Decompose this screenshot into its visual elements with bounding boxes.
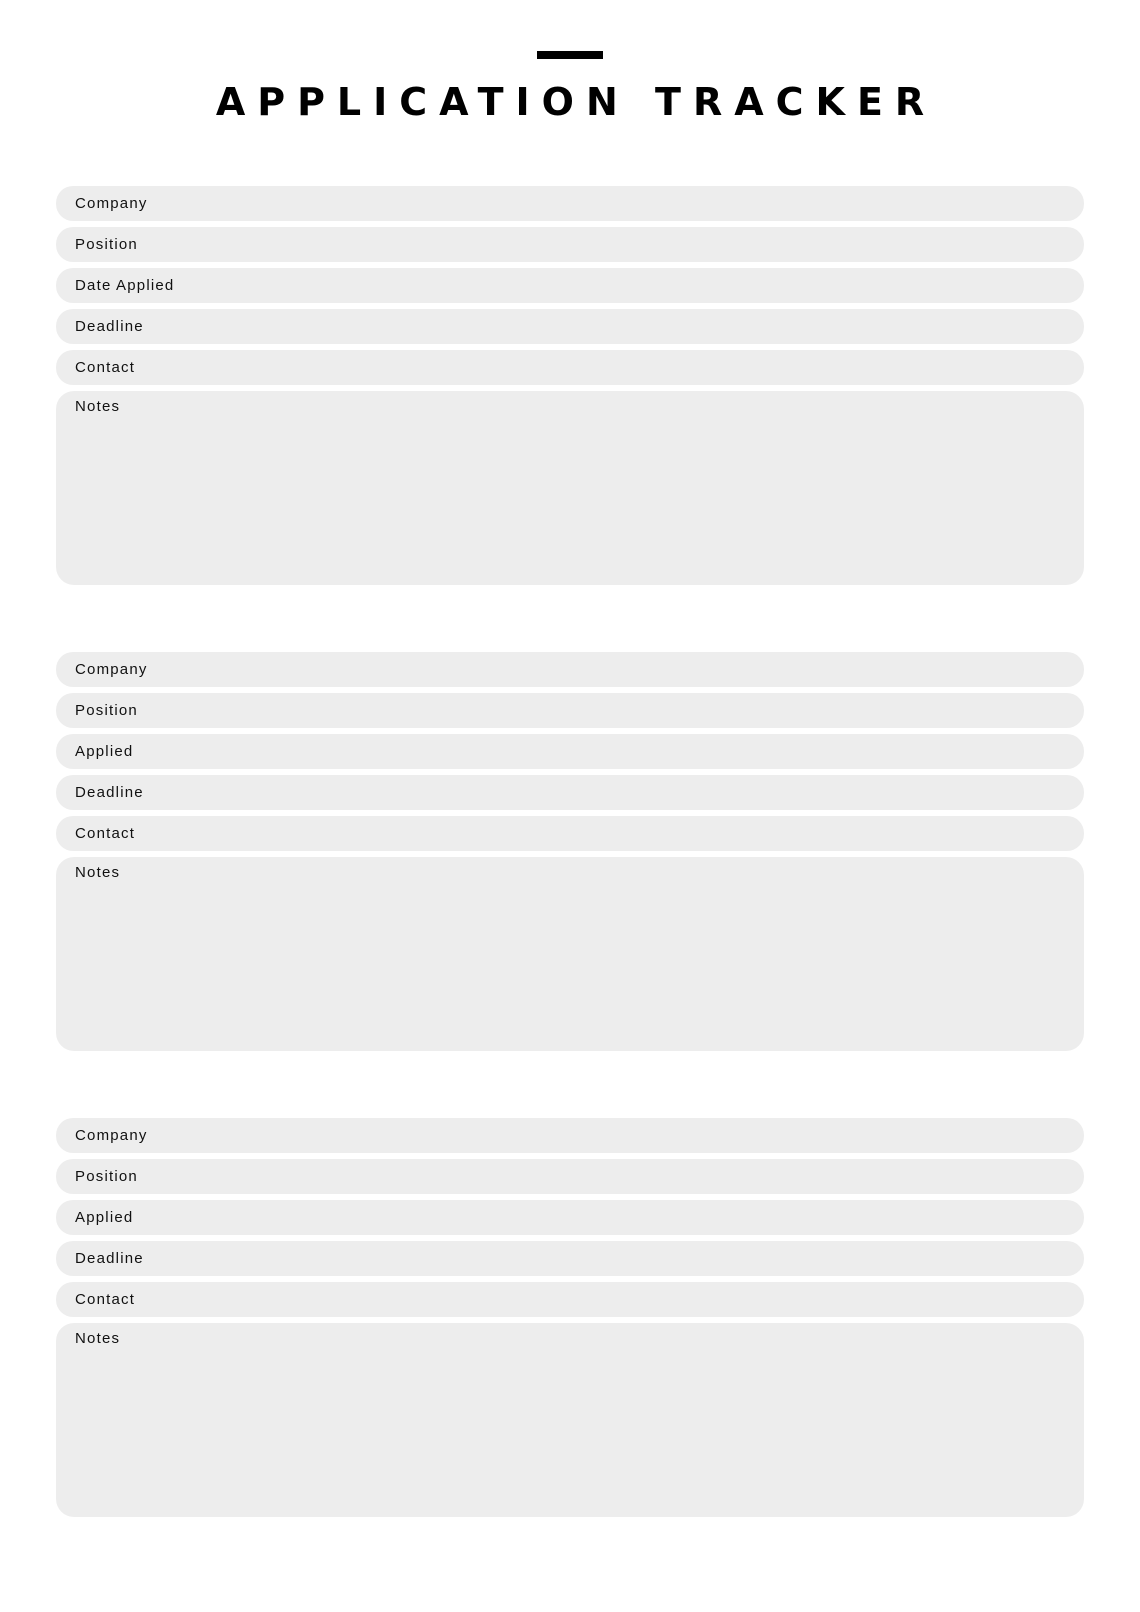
contact-label: Contact [75,359,136,376]
deadline-label: Deadline [75,784,144,801]
notes-label: Notes [75,864,121,881]
company-field[interactable] [56,186,1084,221]
company-label: Company [75,1127,148,1144]
contact-label: Contact [75,825,136,842]
position-field[interactable] [56,1159,1084,1194]
notes-field[interactable] [56,1323,1084,1517]
contact-field[interactable] [56,1282,1084,1317]
applied-field[interactable] [56,734,1084,769]
position-label: Position [75,236,138,253]
title-accent-bar [537,51,603,59]
page-title: APPLICATION TRACKER [215,80,937,124]
applied-label: Applied [75,743,134,760]
position-label: Position [75,1168,138,1185]
contact-field[interactable] [56,816,1084,851]
application-entry-3 [56,1118,1084,1517]
deadline-field[interactable] [56,309,1084,344]
deadline-field[interactable] [56,1241,1084,1276]
position-field[interactable] [56,693,1084,728]
notes-field[interactable] [56,857,1084,1051]
deadline-field[interactable] [56,775,1084,810]
company-field[interactable] [56,1118,1084,1153]
company-field[interactable] [56,652,1084,687]
contact-label: Contact [75,1291,136,1308]
company-label: Company [75,661,148,678]
deadline-label: Deadline [75,318,144,335]
position-field[interactable] [56,227,1084,262]
company-label: Company [75,195,148,212]
contact-field[interactable] [56,350,1084,385]
application-entry-2 [56,652,1084,1051]
deadline-label: Deadline [75,1250,144,1267]
date-applied-field[interactable] [56,268,1084,303]
notes-label: Notes [75,1330,121,1347]
applied-field[interactable] [56,1200,1084,1235]
notes-field[interactable] [56,391,1084,585]
application-entry-1 [56,186,1084,585]
notes-label: Notes [75,398,121,415]
date-applied-label: Date Applied [75,277,175,294]
position-label: Position [75,702,138,719]
applied-label: Applied [75,1209,134,1226]
